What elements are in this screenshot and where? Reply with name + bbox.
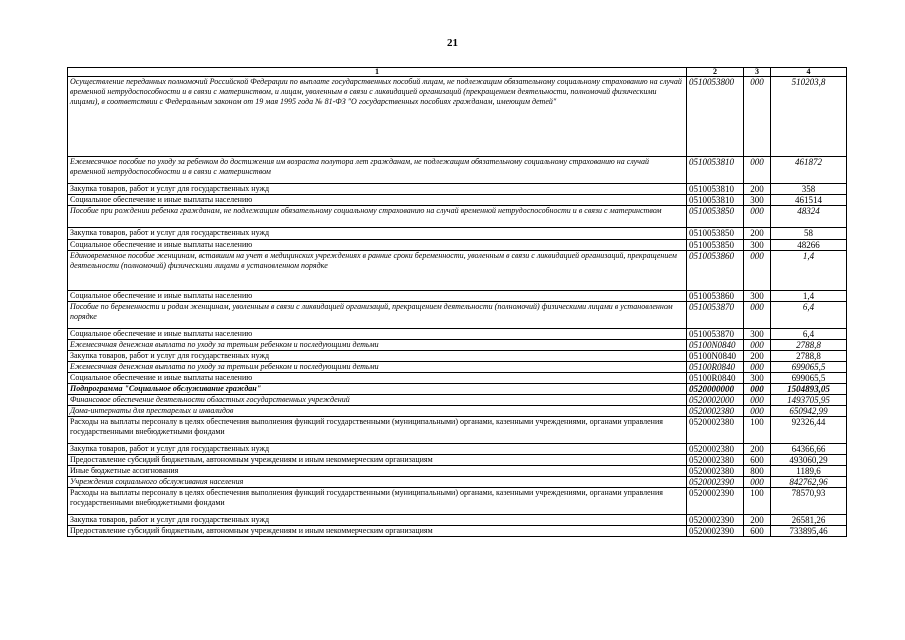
row-code-cell: 0520002390 [687, 526, 744, 537]
row-name-cell: Закупка товаров, работ и услуг для государственных нужд [68, 228, 687, 240]
row-code-cell: 0520002380 [687, 466, 744, 477]
row-code-cell: 0520000000 [687, 384, 744, 395]
row-code-cell: 0520002380 [687, 417, 744, 444]
row-amount-cell: 6,4 [771, 302, 847, 329]
row-code-cell: 0510053870 [687, 329, 744, 340]
row-amount-cell: 78570,93 [771, 488, 847, 515]
row-name-cell: Социальное обеспечение и иные выплаты населению [68, 240, 687, 251]
row-code-cell: 0520002380 [687, 406, 744, 417]
row-type-cell: 000 [744, 362, 771, 373]
table-row [68, 455, 847, 466]
row-amount-cell: 842762,96 [771, 477, 847, 488]
table-row [68, 251, 847, 291]
row-amount-cell: 358 [771, 184, 847, 195]
row-name-cell: Учреждения социального обслуживания населения [68, 477, 687, 488]
row-type-cell: 300 [744, 329, 771, 340]
row-type-cell: 100 [744, 488, 771, 515]
row-amount-cell: 493060,29 [771, 455, 847, 466]
row-name-cell: Пособие по беременности и родам женщинам, уволенным в связи с ликвидацией организаций, прекращением деятельности (полномочий) физическими лицами в установленном порядке [68, 302, 687, 329]
row-amount-cell: 48324 [771, 206, 847, 228]
row-amount-cell: 64366,66 [771, 444, 847, 455]
row-type-cell: 100 [744, 417, 771, 444]
row-code-cell: 05100R0840 [687, 373, 744, 384]
row-type-cell: 000 [744, 302, 771, 329]
row-type-cell: 800 [744, 466, 771, 477]
row-name-cell: Закупка товаров, работ и услуг для государственных нужд [68, 444, 687, 455]
row-code-cell: 0510053870 [687, 302, 744, 329]
row-code-cell: 05100N0840 [687, 340, 744, 351]
table-row [68, 228, 847, 240]
budget-table [67, 67, 847, 537]
row-name-cell: Закупка товаров, работ и услуг для государственных нужд [68, 351, 687, 362]
table-row [68, 157, 847, 184]
row-name-cell: Социальное обеспечение и иные выплаты населению [68, 329, 687, 340]
row-name-cell: Дома-интернаты для престарелых и инвалидов [68, 406, 687, 417]
table-row [68, 195, 847, 206]
row-code-cell: 0520002380 [687, 444, 744, 455]
row-code-cell: 0510053810 [687, 184, 744, 195]
row-name-cell: Предоставление субсидий бюджетным, автономным учреждениям и иным некоммерческим организациям [68, 455, 687, 466]
row-name-cell: Социальное обеспечение и иные выплаты населению [68, 291, 687, 302]
row-code-cell: 0510053850 [687, 240, 744, 251]
row-type-cell: 000 [744, 406, 771, 417]
table-row [68, 329, 847, 340]
table-row [68, 351, 847, 362]
table-row [68, 302, 847, 329]
row-type-cell: 000 [744, 340, 771, 351]
row-code-cell: 0510053860 [687, 291, 744, 302]
row-amount-cell: 699065,5 [771, 373, 847, 384]
row-amount-cell: 699065,5 [771, 362, 847, 373]
row-name-cell: Социальное обеспечение и иные выплаты населению [68, 195, 687, 206]
row-amount-cell: 2788,8 [771, 340, 847, 351]
row-code-cell: 0510053810 [687, 157, 744, 184]
row-name-cell: Закупка товаров, работ и услуг для государственных нужд [68, 184, 687, 195]
row-amount-cell: 650942,99 [771, 406, 847, 417]
table-row [68, 406, 847, 417]
row-type-cell: 200 [744, 351, 771, 362]
table-row [68, 291, 847, 302]
table-row [68, 77, 847, 157]
table-row [68, 417, 847, 444]
page-number: 21 [447, 37, 458, 49]
row-type-cell: 000 [744, 384, 771, 395]
row-amount-cell: 461872 [771, 157, 847, 184]
header-col-3: 3 [744, 68, 771, 77]
row-amount-cell: 2788,8 [771, 351, 847, 362]
row-code-cell: 05100N0840 [687, 351, 744, 362]
row-name-cell: Ежемесячное пособие по уходу за ребенком до достижения им возраста полутора лет гражданам, не подлежащим обязательному социальному страхованию на случай временной нетрудоспособности и в связи с материнством [68, 157, 687, 184]
row-name-cell: Осуществление переданных полномочий Российской Федерации по выплате государственных пособий лицам, не подлежащим обязательному социальному страхованию на случай временной нетрудоспособности и в связи с материнством, и лицам, уволенным в связи с ликвидацией организаций (прекращением деятельности, полномочий физическими лицами), в соответствии с Федеральным законом от 19 мая 1995 года № 81-ФЗ "О государственных пособиях гражданам, имеющим детей" [68, 77, 687, 157]
row-code-cell: 0510053860 [687, 251, 744, 291]
row-amount-cell: 1,4 [771, 291, 847, 302]
row-amount-cell: 6,4 [771, 329, 847, 340]
row-code-cell: 0510053850 [687, 228, 744, 240]
row-code-cell: 0520002390 [687, 488, 744, 515]
table-row [68, 362, 847, 373]
row-type-cell: 000 [744, 251, 771, 291]
row-type-cell: 200 [744, 184, 771, 195]
row-type-cell: 000 [744, 77, 771, 157]
table-row [68, 373, 847, 384]
table-row [68, 444, 847, 455]
row-amount-cell: 461514 [771, 195, 847, 206]
row-code-cell: 0520002390 [687, 515, 744, 526]
row-name-cell: Ежемесячная денежная выплата по уходу за третьим ребенком и последующими детьми [68, 362, 687, 373]
row-name-cell: Подпрограмма "Социальное обслуживание граждан" [68, 384, 687, 395]
table-row [68, 340, 847, 351]
row-name-cell: Иные бюджетные ассигнования [68, 466, 687, 477]
header-col-4: 4 [771, 68, 847, 77]
row-type-cell: 000 [744, 477, 771, 488]
table-row [68, 466, 847, 477]
row-type-cell: 300 [744, 240, 771, 251]
row-amount-cell: 510203,8 [771, 77, 847, 157]
row-type-cell: 300 [744, 195, 771, 206]
table-row [68, 515, 847, 526]
row-type-cell: 300 [744, 373, 771, 384]
row-code-cell: 0520002390 [687, 477, 744, 488]
row-amount-cell: 1504893,05 [771, 384, 847, 395]
row-code-cell: 0520002000 [687, 395, 744, 406]
row-amount-cell: 1493705,95 [771, 395, 847, 406]
table-row [68, 184, 847, 195]
row-type-cell: 000 [744, 157, 771, 184]
row-code-cell: 0520002380 [687, 455, 744, 466]
table-row [68, 526, 847, 537]
row-type-cell: 000 [744, 206, 771, 228]
table-row [68, 206, 847, 228]
row-name-cell: Закупка товаров, работ и услуг для государственных нужд [68, 515, 687, 526]
table-row [68, 395, 847, 406]
row-code-cell: 0510053810 [687, 195, 744, 206]
row-type-cell: 200 [744, 515, 771, 526]
row-amount-cell: 58 [771, 228, 847, 240]
row-type-cell: 600 [744, 526, 771, 537]
row-amount-cell: 1189,6 [771, 466, 847, 477]
row-code-cell: 0510053850 [687, 206, 744, 228]
row-code-cell: 05100R0840 [687, 362, 744, 373]
table-row [68, 384, 847, 395]
row-amount-cell: 26581,26 [771, 515, 847, 526]
header-col-1: 1 [68, 68, 687, 77]
table-header-row [68, 68, 847, 77]
row-type-cell: 200 [744, 228, 771, 240]
row-type-cell: 000 [744, 395, 771, 406]
table-row [68, 477, 847, 488]
row-name-cell: Расходы на выплаты персоналу в целях обеспечения выполнения функций государственными (муниципальными) органами, казенными учреждениями, органами управления государственными внебюджетными фондами [68, 488, 687, 515]
table-row [68, 488, 847, 515]
row-code-cell: 0510053800 [687, 77, 744, 157]
row-type-cell: 600 [744, 455, 771, 466]
row-amount-cell: 92326,44 [771, 417, 847, 444]
row-name-cell: Социальное обеспечение и иные выплаты населению [68, 373, 687, 384]
row-amount-cell: 1,4 [771, 251, 847, 291]
row-name-cell: Ежемесячная денежная выплата по уходу за третьим ребенком и последующими детьми [68, 340, 687, 351]
header-col-2: 2 [687, 68, 744, 77]
row-name-cell: Расходы на выплаты персоналу в целях обеспечения выполнения функций государственными (муниципальными) органами, казенными учреждениями, органами управления государственными внебюджетными фондами [68, 417, 687, 444]
row-type-cell: 200 [744, 444, 771, 455]
row-amount-cell: 733895,46 [771, 526, 847, 537]
row-name-cell: Предоставление субсидий бюджетным, автономным учреждениям и иным некоммерческим организациям [68, 526, 687, 537]
table-row [68, 240, 847, 251]
row-name-cell: Финансовое обеспечение деятельности областных государственных учреждений [68, 395, 687, 406]
row-name-cell: Единовременное пособие женщинам, вставшим на учет в медицинских учреждениях в ранние сроки беременности, уволенным в связи с ликвидацией организаций, прекращением деятельности (полномочий) физическими лицами в установленном порядке [68, 251, 687, 291]
row-amount-cell: 48266 [771, 240, 847, 251]
row-type-cell: 300 [744, 291, 771, 302]
row-name-cell: Пособие при рождении ребенка гражданам, не подлежащим обязательному социальному страхованию на случай временной нетрудоспособности и в связи с материнством [68, 206, 687, 228]
